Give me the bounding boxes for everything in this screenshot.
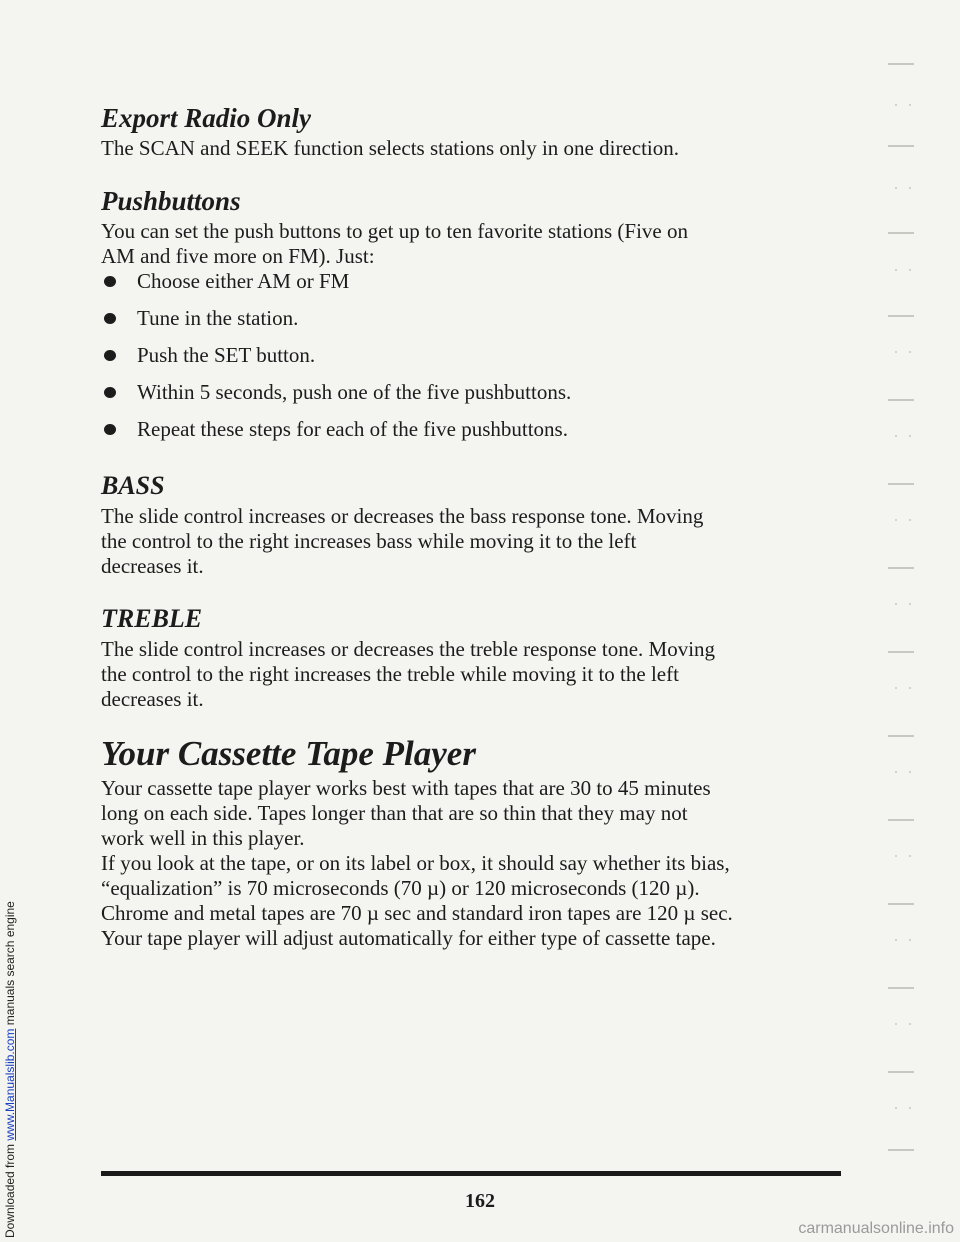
manualslib-link[interactable]: www.Manualslib.com (3, 1028, 17, 1141)
download-banner (0, 0, 18, 1242)
cassette-p1-line-2: long on each side. Tapes longer than that are so thin that they may not (101, 801, 688, 825)
bass-text-line-1: The slide control increases or decreases the bass response tone. Moving (101, 504, 704, 528)
bass-text-line-2: the control to the right increases bass while moving it to the left (101, 529, 637, 553)
list-item (101, 306, 846, 343)
treble-text-line-1: The slide control increases or decreases the treble response tone. Moving (101, 637, 716, 661)
step-text: Tune in the station. (137, 306, 299, 330)
cassette-player-heading: Your Cassette Tape Player (101, 734, 476, 773)
cassette-p2-line-2: “equalization” is 70 microseconds (70 µ) or 120 microseconds (120 µ). (101, 876, 700, 900)
page-number: 162 (465, 1190, 495, 1212)
treble-text-line-3: decreases it. (101, 687, 204, 711)
cassette-p2-line-4: Your tape player will adjust automatically for either type of cassette tape. (101, 926, 716, 950)
cassette-p1-line-3: work well in this player. (101, 826, 305, 850)
bullet-icon (104, 424, 116, 435)
bullet-icon (104, 350, 116, 361)
treble-heading: TREBLE (101, 604, 203, 633)
step-text: Within 5 seconds, push one of the five pushbuttons. (137, 380, 572, 404)
list-item (101, 380, 846, 417)
pushbuttons-heading: Pushbuttons (101, 186, 241, 216)
footer-rule (101, 1171, 841, 1176)
step-text: Repeat these steps for each of the five pushbuttons. (137, 417, 568, 441)
list-item (101, 417, 846, 454)
bullet-icon (104, 276, 116, 287)
step-text: Push the SET button. (137, 343, 316, 367)
bass-heading: BASS (101, 471, 165, 500)
bass-text-line-3: decreases it. (101, 554, 204, 578)
banner-prefix: Downloaded from (3, 1140, 17, 1238)
export-radio-heading: Export Radio Only (101, 103, 312, 133)
page-content (101, 100, 846, 951)
banner-suffix: manuals search engine (3, 901, 17, 1029)
bullet-icon (104, 313, 116, 324)
list-item (101, 343, 846, 380)
cassette-p2-line-1: If you look at the tape, or on its label or box, it should say whether its bias, (101, 851, 730, 875)
export-radio-text: The SCAN and SEEK function selects stations only in one direction. (101, 136, 679, 160)
watermark: carmanualsonline.info (798, 1220, 954, 1237)
cassette-p2-line-3: Chrome and metal tapes are 70 µ sec and standard iron tapes are 120 µ sec. (101, 901, 733, 925)
cassette-p1-line-1: Your cassette tape player works best with tapes that are 30 to 45 minutes (101, 776, 711, 800)
step-text: Choose either AM or FM (137, 269, 350, 293)
bullet-icon (104, 387, 116, 398)
treble-text-line-2: the control to the right increases the treble while moving it to the left (101, 662, 679, 686)
download-banner-text (3, 901, 17, 1238)
list-item (101, 269, 846, 306)
pushbuttons-intro-line-1: You can set the push buttons to get up to ten favorite stations (Five on (101, 219, 688, 243)
pushbuttons-steps-list (101, 269, 846, 454)
pushbuttons-intro-line-2: AM and five more on FM). Just: (101, 244, 375, 268)
margin-tick-marks (870, 0, 960, 1242)
